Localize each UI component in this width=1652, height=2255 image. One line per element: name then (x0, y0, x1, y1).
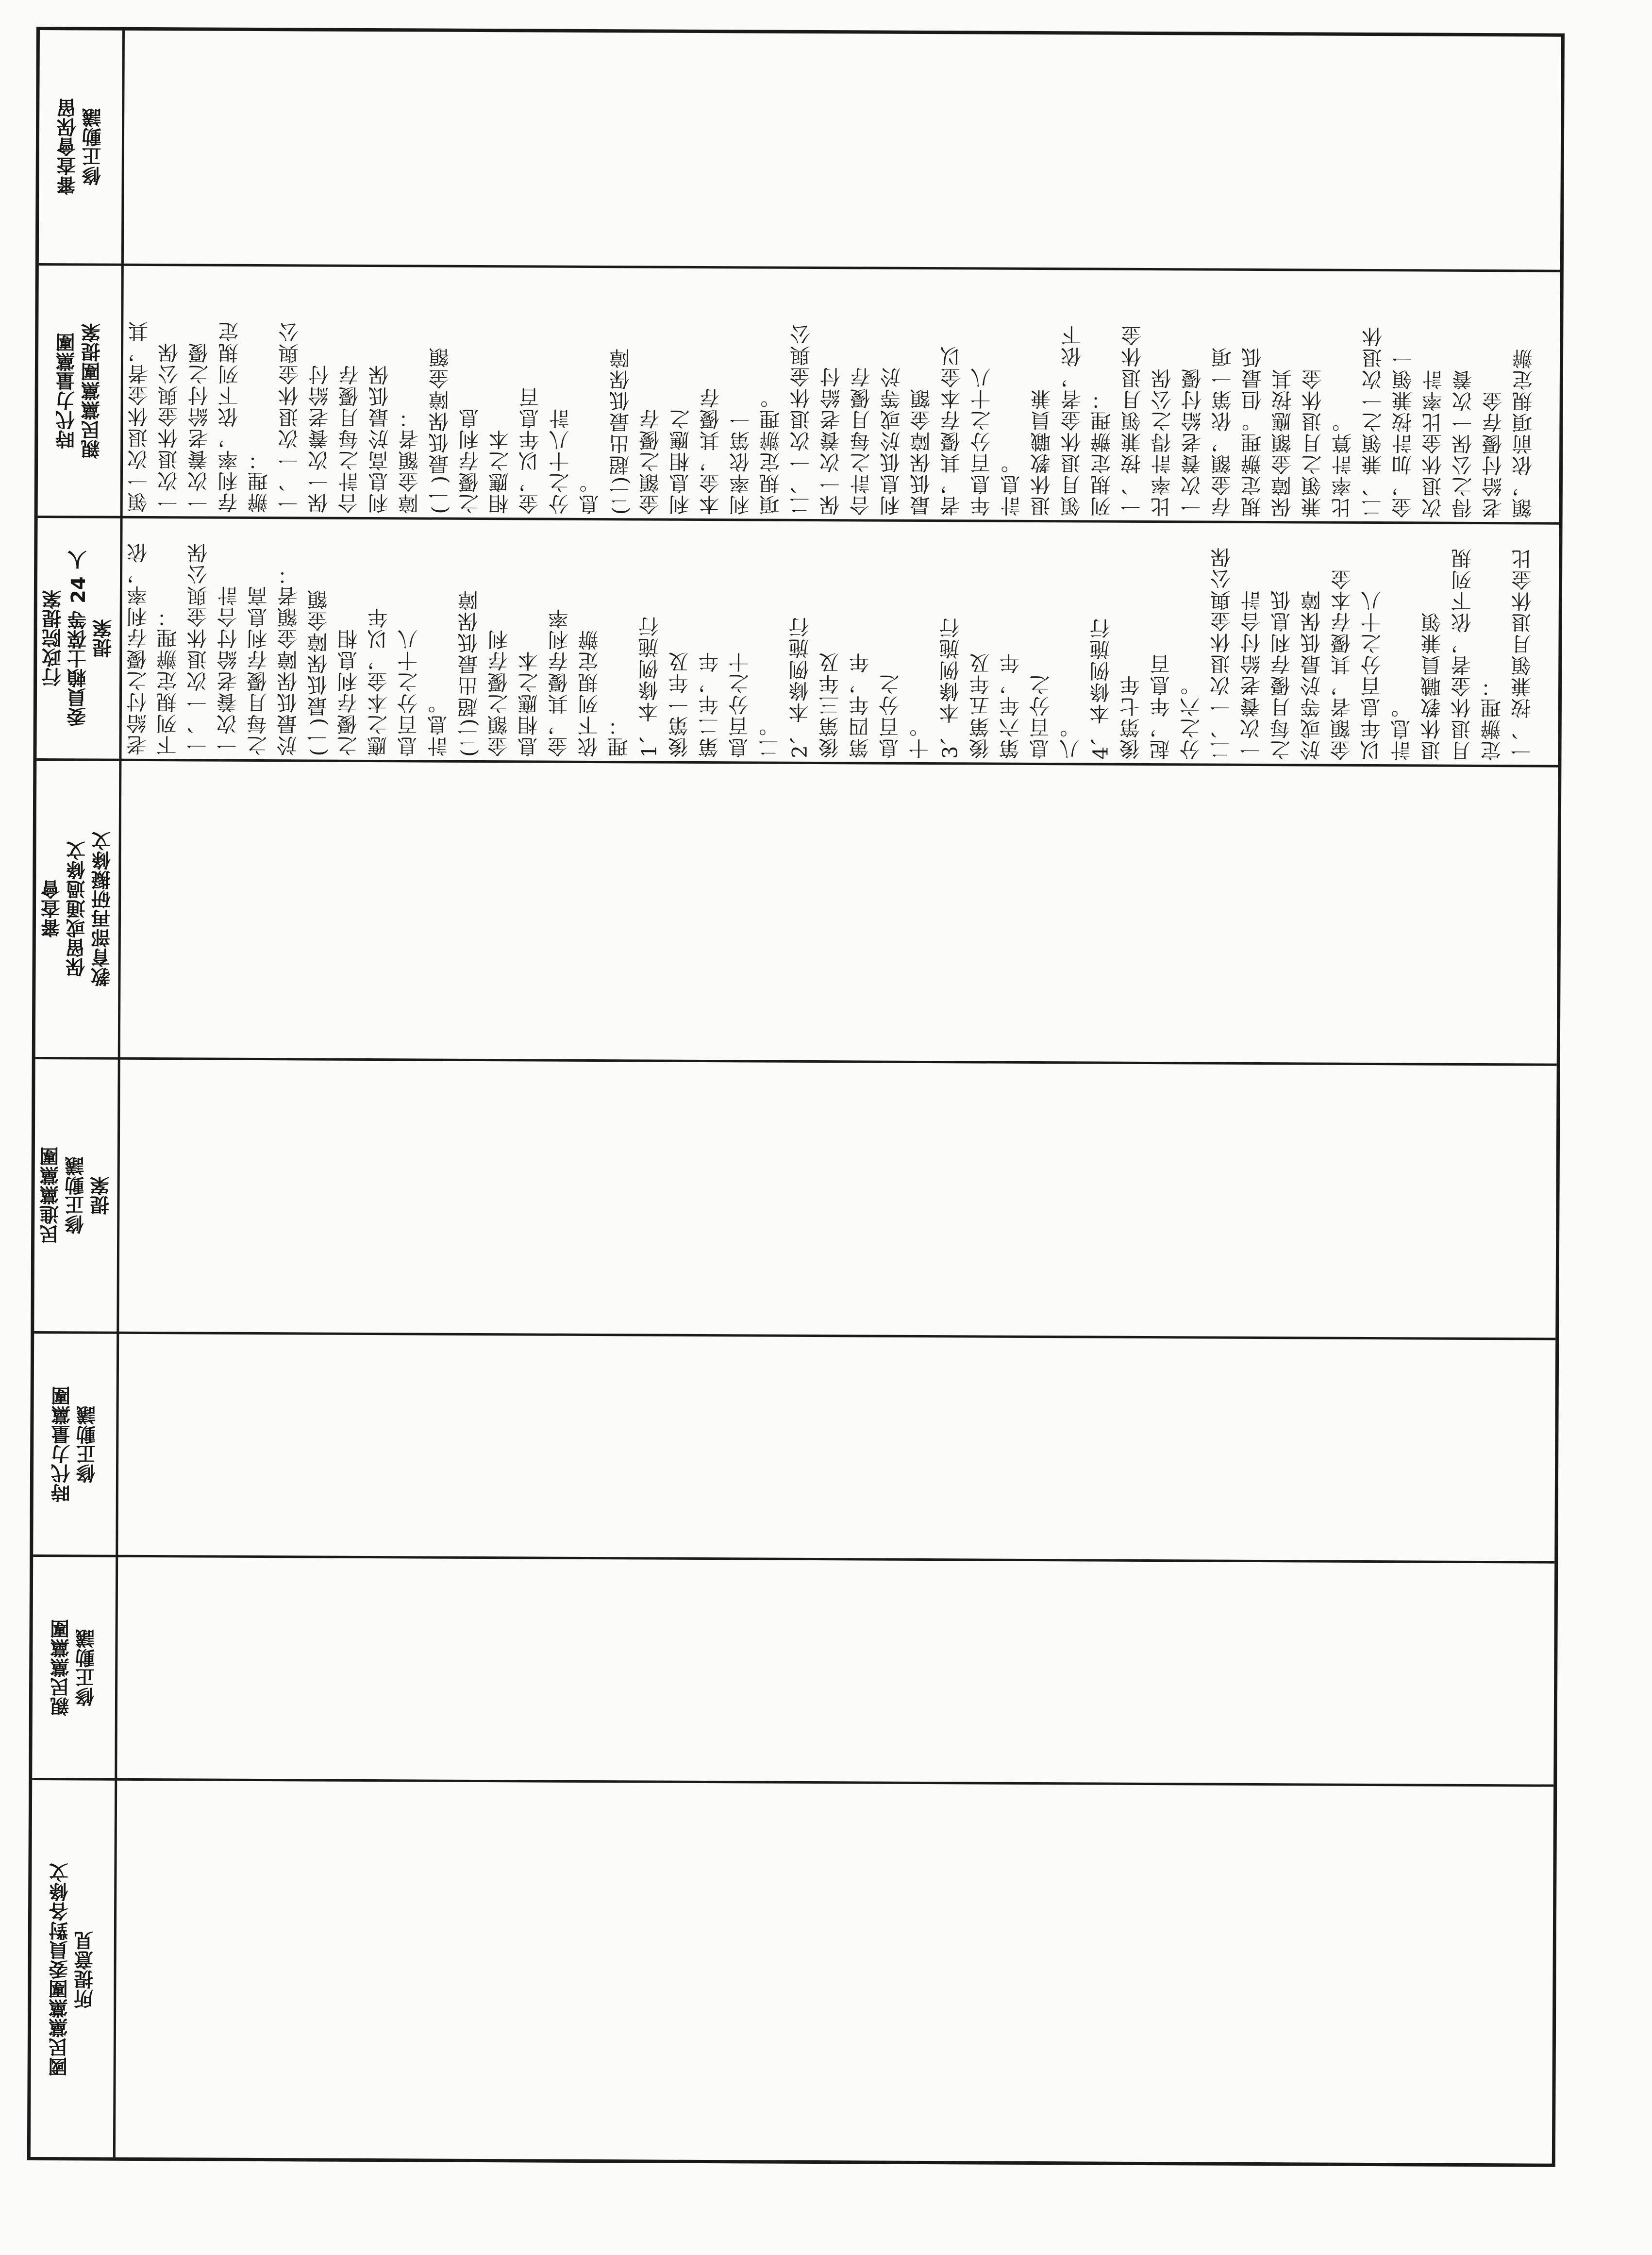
header-ntp-motion (33, 1334, 117, 1555)
header-kmt-opinion (31, 1780, 115, 2159)
cell-pfp-motion (117, 1557, 1554, 1785)
header-ntp-npp-text: 時代力量黨團 親民黨黨團提案 (55, 322, 104, 459)
header-pfp-motion-text: 親民黨黨團 修正動議 (50, 1619, 98, 1716)
header-executive (36, 518, 120, 759)
header-ntp-motion-text: 時代力量黨團 修正動議 (50, 1386, 99, 1503)
cell-executive (121, 518, 1559, 765)
cell-kmt-opinion (116, 1781, 1553, 2166)
ntp-npp-proposal-text: 領一次退休金者，其 一次退休金與公保 一次養老給付之優 存利率，依下列規定 辦理： 一、一次退休金與公 保一次養老給付 合計之每月優存 利息高於最低保 障金額者： (一)最低保障金額 之優存利息 相應之本 金，以年息百 分之十八計 息。 (二)超出最低保障 金額之優存 利息相應之 本金，其優存 利率依第一 項規定辦理。 二、一次退休金與公 保一次養老給付 合計之每月優存 利息低於或等於 最低保障金額 者，其優存本金以 年息百分之十八 計息。 退休教職員兼 領月退休金者，依下 列規定辦理： 一、按兼領月退休金 比率計得之公保 一次養老給付優 存金額，依第一項 規定辦理。但最低 保障金額應按其 兼領之月退休金 比率計算。 二、兼領之一次退休 金，加計按兼領一 次退休金比率計 得之公保一次養 老給付優存金 額，依前項規定辦 (126, 320, 1536, 519)
header-executive-text: 行政院提案 委員賴士葆等 24 人 提案 (42, 550, 115, 727)
executive-proposal-text: 老給付之優存利率，依 下列規定辦理： 一、一次退休金與公保 一次養老給付合計 之每月優存利息高 於最低保障金額者： (一)最低保障金額 之優存利息相 應之本金，以年 息百分之十八 計息。 (二)超出最低保障 金額之優存利 息相應之本 金，其優存利率 依下列規定辦 理： 1、本條例施行 後第一年及 第二年，年 息百分之十 二。 2、本條例施行 後第三年及 第四年，年 息百分之 十。 3、本條例施行 後第五年及 第六年，年 息百分之 八。 4、本條例施行 後第七年 起，年息百 分之六。 二、一次退休金與公保 一次養老給付合計 之每月優存利息低 於或等於最低保障 金額者，其優存本金 以年息百分之十八 計息。 退休教職員兼領 月退休金者，依下列規 定辦理： 一、按兼領月退休金比 (125, 541, 1535, 762)
header-ntp-npp (38, 266, 121, 516)
header-dpp (34, 1059, 117, 1332)
document-table (27, 27, 1565, 2167)
header-review-draft (35, 761, 119, 1057)
cell-dpp (119, 1060, 1556, 1338)
cell-ntp-motion (118, 1334, 1555, 1561)
header-review-draft-text: 審查會 保留或通過條文 教育部再研擬條文 (40, 831, 114, 987)
cell-review-reserve (124, 31, 1561, 270)
cell-review-draft (120, 761, 1558, 1064)
header-dpp-text: 民進黨黨團 修正動議 提案 (39, 1147, 113, 1244)
cell-ntp-npp (123, 266, 1560, 522)
header-review-reserve (39, 30, 122, 264)
header-review-reserve-text: 審查會保留 修正動議 (56, 98, 105, 196)
header-pfp-motion (32, 1557, 116, 1778)
header-kmt-opinion-text: 國民黨黨團委員對各條文 所提意見 (48, 1863, 97, 2077)
